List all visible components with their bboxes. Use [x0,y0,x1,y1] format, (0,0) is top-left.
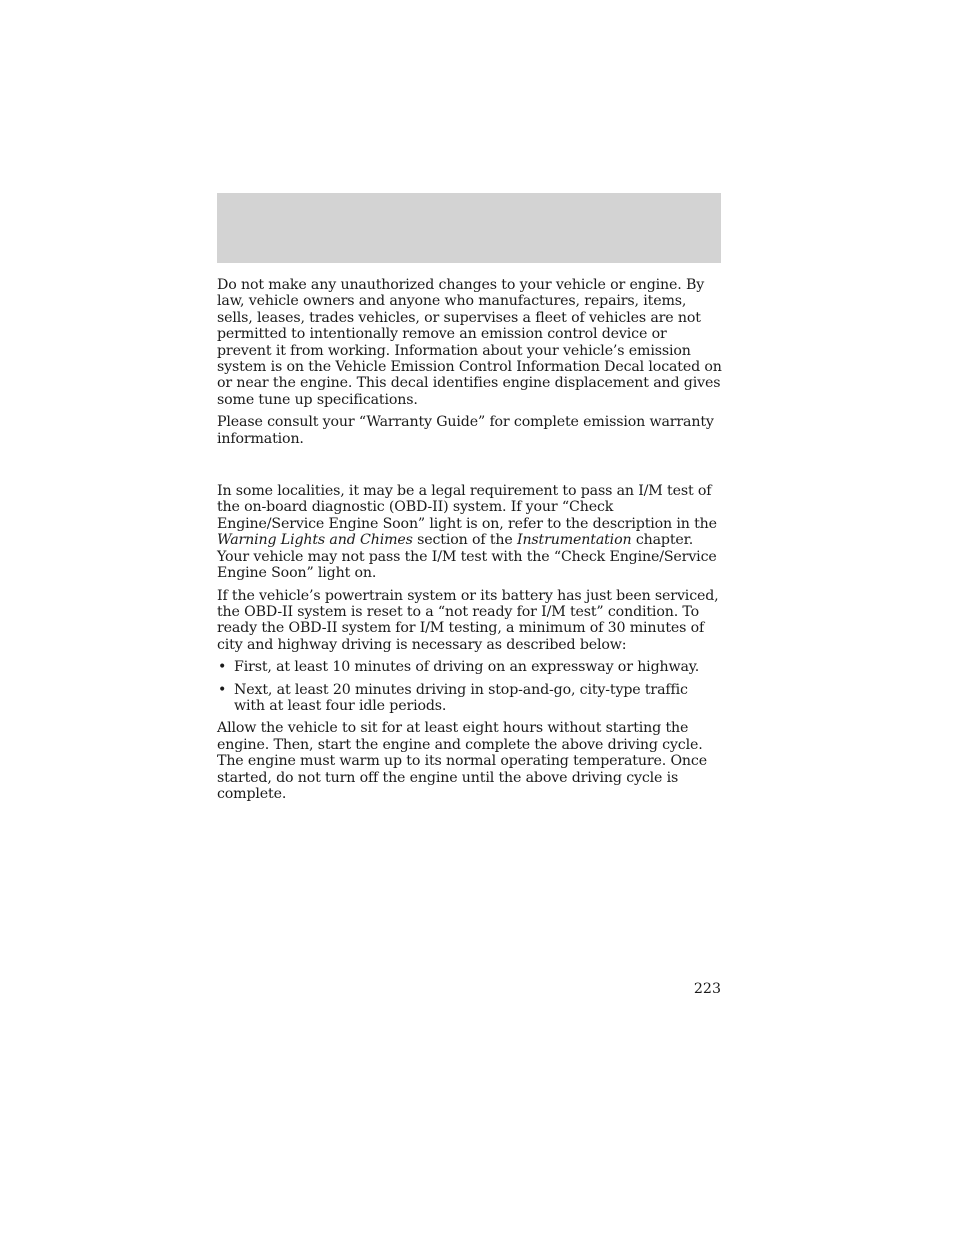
im-test-text-1: In some localities, it may be a legal requirement to pass an I/M test of the on-board diagnostic (OBD-II) system. If your “Check Engine/Service Engine Soon” light is on, refer to the description in the [217,483,717,532]
paragraph-warranty-guide: Please consult your “Warranty Guide” for complete emission warranty information. [217,414,714,447]
im-test-text-3: chapter. Your vehicle may not pass the I/M test with the “Check Engine/Service Engine Soon” light on. [217,532,717,582]
reference-warning-lights: Warning Lights and Chimes [217,532,413,549]
list-item [217,682,723,715]
list-item-text: Next, at least 20 minutes driving in stop-and-go, city-type traffic with at least four idle periods. [234,681,688,714]
list-item-text: First, at least 10 minutes of driving on an expressway or highway. [234,659,700,676]
paragraph-obd-reset: If the vehicle’s powertrain system or its battery has just been serviced, the OBD-II system is reset to a “not ready for I/M test” condition. To ready the OBD-II system for I/M testing, a minimum of 30 minutes of city and highway driving is necessary as described below: [217,587,719,653]
reference-instrumentation: Instrumentation [516,532,632,549]
paragraph-allow-vehicle-sit: Allow the vehicle to sit for at least eight hours without starting the engine. Then, start the engine and complete the above driving cycle. The engine must warm up to its normal operating temperature. Once started, do not turn off the engine until the above driving cycle is complete. [217,720,707,802]
page-number: 223 [693,981,721,997]
bullet-glyph: • [218,659,227,676]
list-item [217,659,723,675]
driving-cycle-list [217,659,723,714]
im-test-text-2: section of the [412,532,517,549]
paragraph-unauthorized-changes: Do not make any unauthorized changes to your vehicle or engine. By law, vehicle owners and anyone who manufactures, repairs, items, sells, leases, trades vehicles, or supervises a fleet of vehicles are not permitted to intentionally remove an emission control device or prevent it from working. Information about your vehicle’s emission system is on the Vehicle Emission Control Information Decal located on or near the engine. This decal identifies engine displacement and gives some tune up specifications. [217,277,722,408]
paragraph-im-test [217,483,723,581]
page-content [217,277,723,808]
bullet-glyph: • [218,681,227,698]
section-gap [217,453,723,483]
section-header-band [217,193,721,263]
